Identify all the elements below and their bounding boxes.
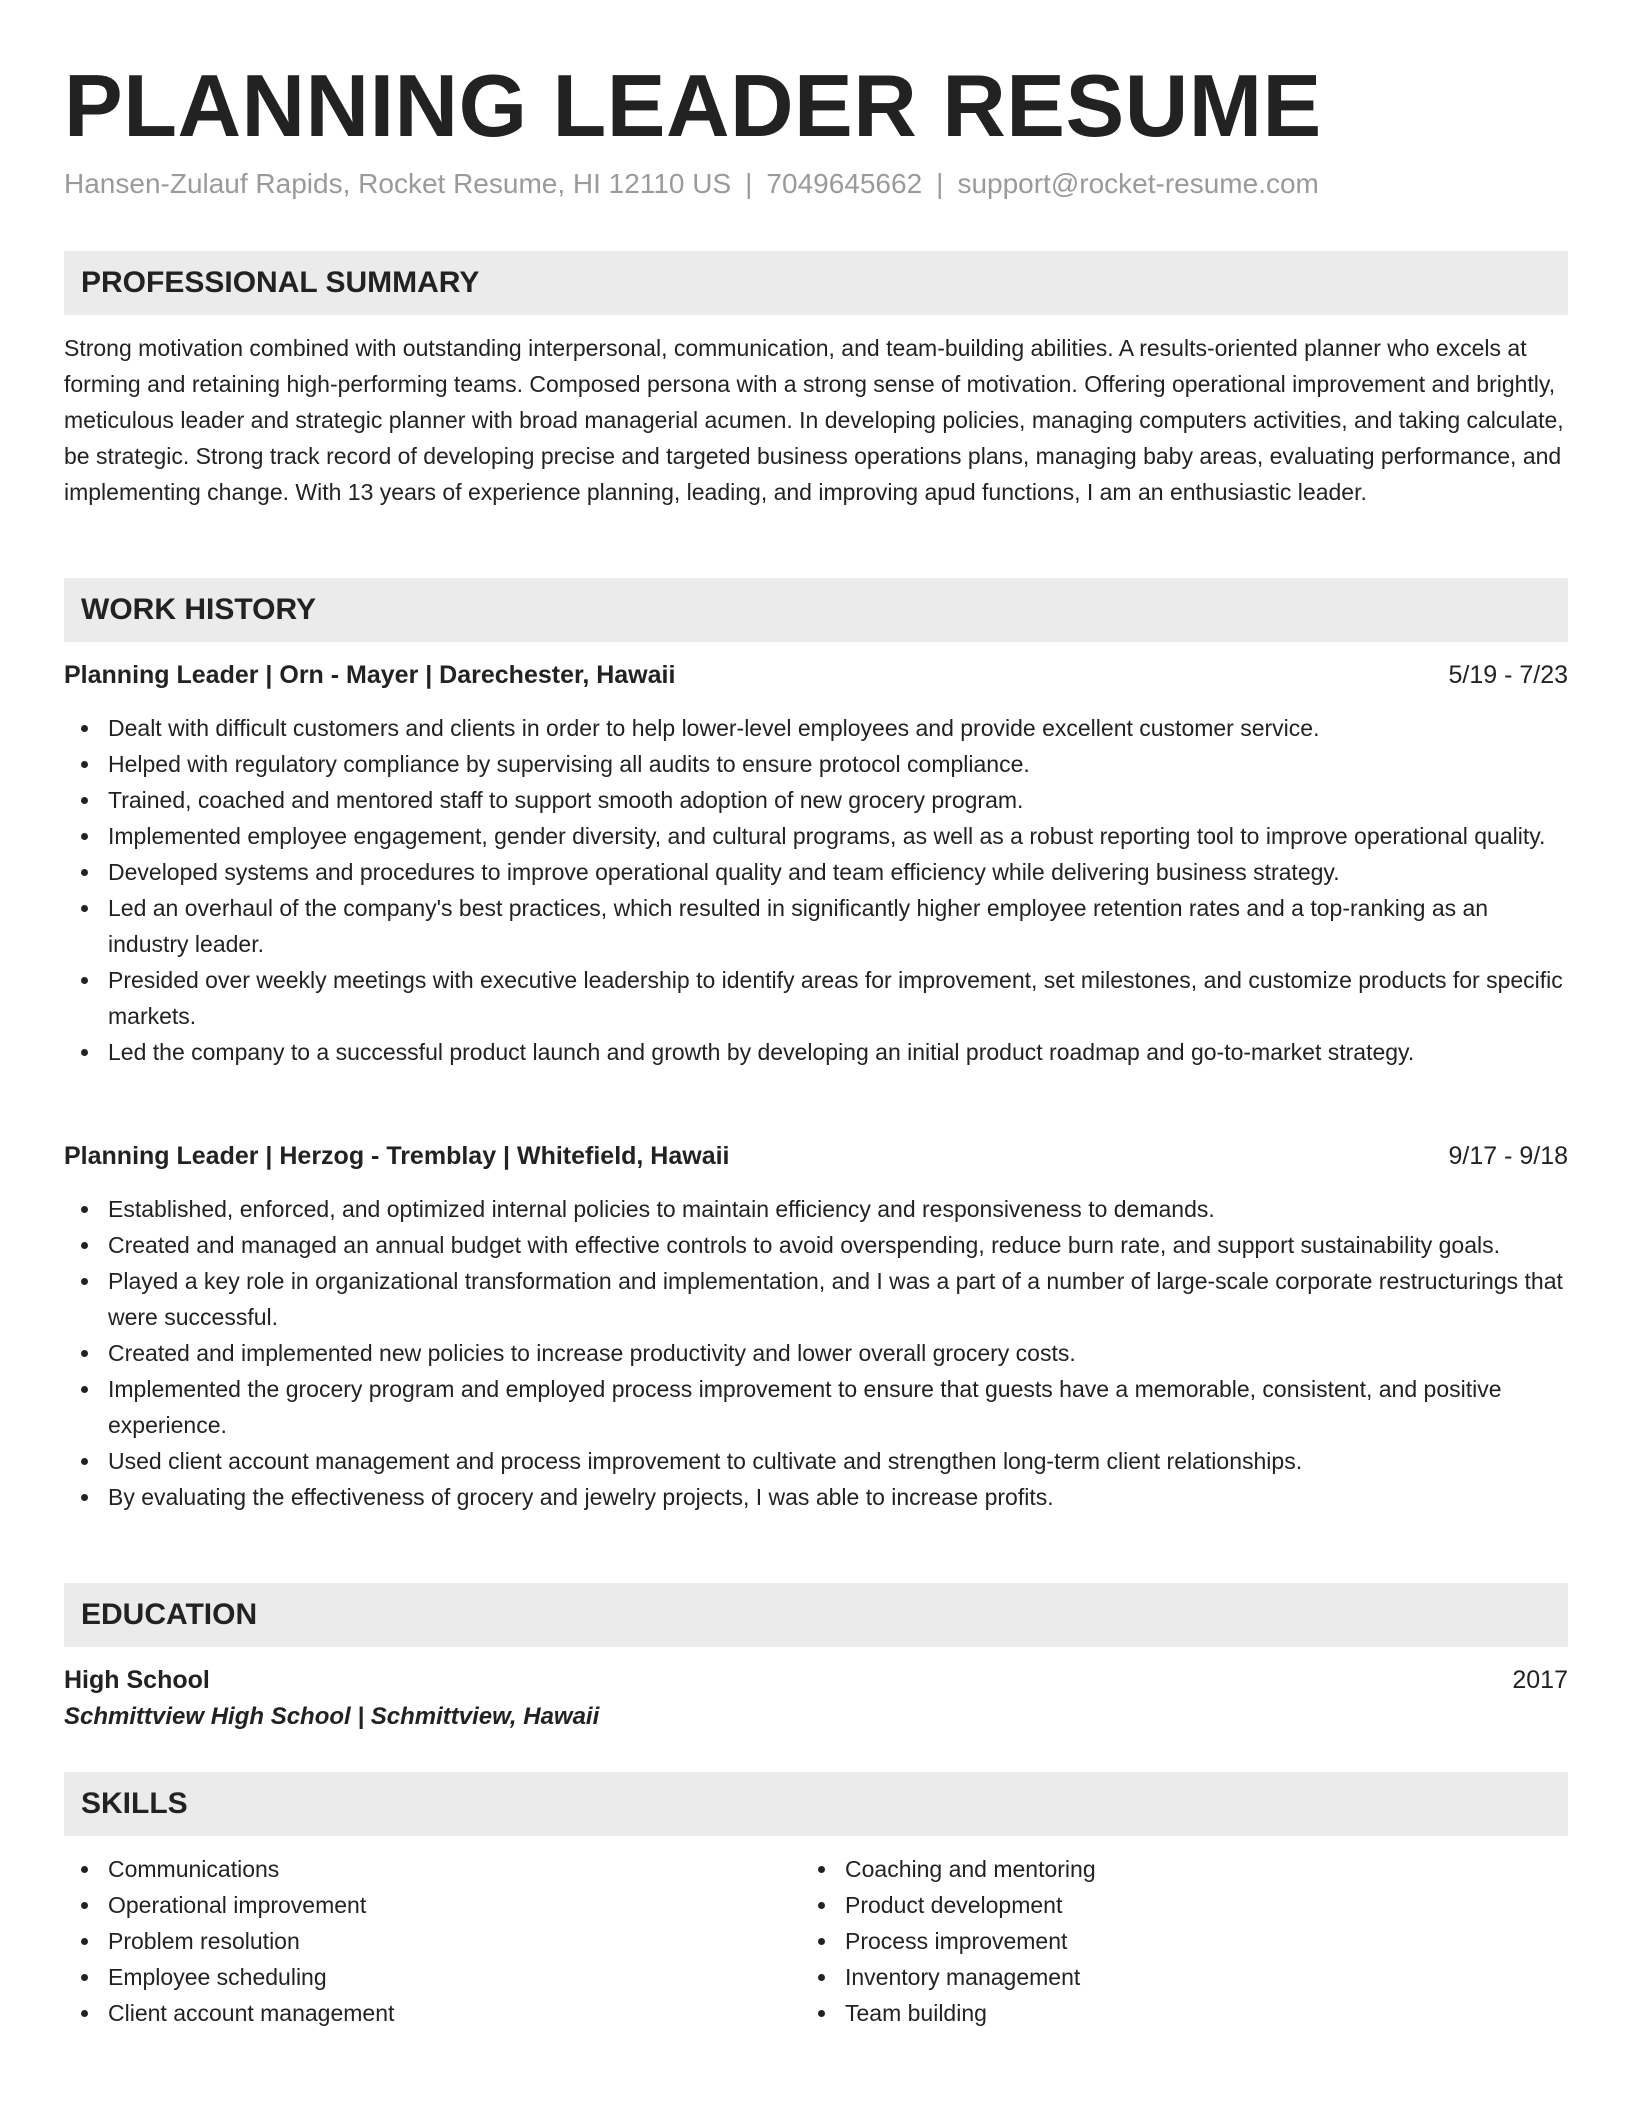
job-bullet: Led the company to a successful product launch and growth by developing an initial product roadmap and go-to-market strategy. (64, 1034, 1568, 1070)
job-bullet: Implemented the grocery program and employed process improvement to ensure that guests have a memorable, consistent, and positive experience. (64, 1371, 1568, 1443)
job-title: Planning Leader | Orn - Mayer | Darechester, Hawaii (64, 661, 676, 689)
contact-line (64, 166, 1319, 202)
job-bullet: Used client account management and process improvement to cultivate and strengthen long-term client relationships. (64, 1443, 1568, 1479)
contact-email: support@rocket-resume.com (957, 168, 1319, 199)
job-bullet: Led an overhaul of the company's best practices, which resulted in significantly higher employee retention rates and a top-ranking as an industry leader. (64, 890, 1568, 962)
job-bullet-list (64, 1191, 1568, 1515)
job-bullet: Developed systems and procedures to improve operational quality and team efficiency while delivering business strategy. (64, 854, 1568, 890)
education-entry-header (64, 1662, 1568, 1698)
job-bullet: Created and implemented new policies to increase productivity and lower overall grocery costs. (64, 1335, 1568, 1371)
education-school: Schmittview High School | Schmittview, Hawaii (64, 1703, 600, 1730)
skill-item: Problem resolution (64, 1923, 764, 1959)
contact-separator: | (745, 168, 753, 199)
skill-item: Team building (801, 1995, 1501, 2031)
job-bullet: Presided over weekly meetings with executive leadership to identify areas for improvement, set milestones, and customize products for specific markets. (64, 962, 1568, 1034)
resume-title: PLANNING LEADER RESUME (64, 56, 1322, 155)
skill-item: Inventory management (801, 1959, 1501, 1995)
job-bullet: By evaluating the effectiveness of grocery and jewelry projects, I was able to increase profits. (64, 1479, 1568, 1515)
contact-phone: 7049645662 (766, 168, 923, 199)
job-entry-header (64, 1138, 1568, 1174)
section-header-summary: PROFESSIONAL SUMMARY (64, 251, 1568, 315)
job-title: Planning Leader | Herzog - Tremblay | Whitefield, Hawaii (64, 1142, 730, 1170)
job-entry-header (64, 657, 1568, 693)
section-header-education: EDUCATION (64, 1583, 1568, 1647)
section-header-skills: SKILLS (64, 1772, 1568, 1836)
skill-item: Client account management (64, 1995, 764, 2031)
skill-item: Operational improvement (64, 1887, 764, 1923)
contact-separator: | (936, 168, 944, 199)
skill-item: Communications (64, 1851, 764, 1887)
section-header-work-history: WORK HISTORY (64, 578, 1568, 642)
job-dates: 9/17 - 9/18 (1448, 1142, 1568, 1170)
skill-item: Employee scheduling (64, 1959, 764, 1995)
job-bullet: Played a key role in organizational transformation and implementation, and I was a part of a number of large-scale corporate restructurings that were successful. (64, 1263, 1568, 1335)
education-degree: High School (64, 1666, 210, 1694)
skill-item: Coaching and mentoring (801, 1851, 1501, 1887)
summary-text: Strong motivation combined with outstanding interpersonal, communication, and team-building abilities. A results-oriented planner who excels at forming and retaining high-performing teams. Composed persona with a strong sense of motivation. Offering operational improvement and brightly, meticulous leader and strategic planner with broad managerial acumen. In developing policies, managing computers activities, and taking calculate, be strategic. Strong track record of developing precise and targeted business operations plans, managing baby areas, evaluating performance, and implementing change. With 13 years of experience planning, leading, and improving apud functions, I am an enthusiastic leader. (64, 335, 1564, 505)
skill-item: Process improvement (801, 1923, 1501, 1959)
skills-list-right (801, 1851, 1501, 2031)
contact-address: Hansen-Zulauf Rapids, Rocket Resume, HI 12110 US (64, 168, 732, 199)
job-bullet: Implemented employee engagement, gender diversity, and cultural programs, as well as a robust reporting tool to improve operational quality. (64, 818, 1568, 854)
job-bullet: Established, enforced, and optimized internal policies to maintain efficiency and responsiveness to demands. (64, 1191, 1568, 1227)
job-bullet-list (64, 710, 1568, 1070)
skills-list-left (64, 1851, 764, 2031)
education-year: 2017 (1512, 1666, 1568, 1694)
job-bullet: Trained, coached and mentored staff to support smooth adoption of new grocery program. (64, 782, 1568, 818)
skill-item: Product development (801, 1887, 1501, 1923)
job-bullet: Created and managed an annual budget with effective controls to avoid overspending, reduce burn rate, and support sustainability goals. (64, 1227, 1568, 1263)
job-bullet: Dealt with difficult customers and clients in order to help lower-level employees and provide excellent customer service. (64, 710, 1568, 746)
job-dates: 5/19 - 7/23 (1448, 661, 1568, 689)
job-bullet: Helped with regulatory compliance by supervising all audits to ensure protocol compliance. (64, 746, 1568, 782)
